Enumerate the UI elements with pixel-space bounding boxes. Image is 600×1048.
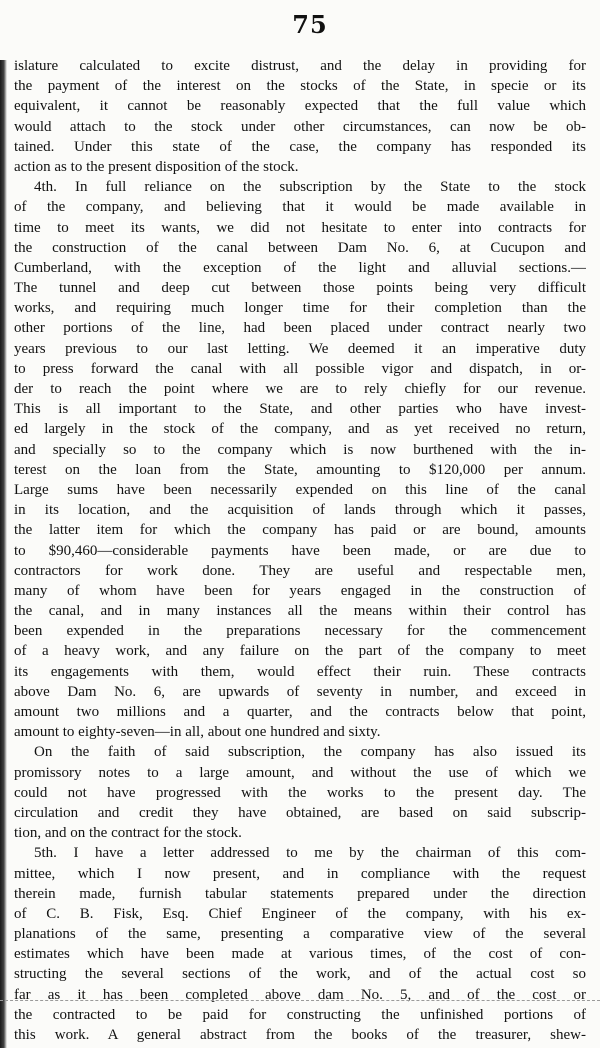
text-line: circulation and credit they have obtained, are based on said subscrip- <box>14 804 586 821</box>
text-line: terest on the loan from the State, amounting to $120,000 per annum. <box>14 461 586 478</box>
text-line: its engagements with them, would effect their ruin. These contracts <box>14 663 586 680</box>
binding-shadow <box>0 60 7 1048</box>
text-line: planations of the same, presenting a comparative view of the several <box>14 926 586 943</box>
text-line: tion, and on the contract for the stock. <box>14 825 242 842</box>
text-line: Large sums have been necessarily expended on this line of the canal <box>14 481 586 498</box>
text-line: contractors for work done. They are useful and respectable men, <box>14 562 586 579</box>
text-line: would attach to the stock under other circumstances, can now be ob- <box>14 118 586 135</box>
text-line: amount to eighty-seven—in all, about one hundred and sixty. <box>14 724 381 741</box>
text-line: tained. Under this state of the case, the company has responded its <box>14 138 586 155</box>
text-line: mittee, which I now present, and in compliance with the request <box>14 865 586 882</box>
text-line: this work. A general abstract from the books of the treasurer, shew- <box>14 1027 586 1043</box>
text-line: 4th. In full reliance on the subscription by the State to the stock <box>34 179 586 196</box>
text-line: to press forward the canal with all possible vigor and dispatch, in or- <box>14 360 586 377</box>
text-line: On the faith of said subscription, the company has also issued its <box>34 744 586 761</box>
text-line: amount two millions and a quarter, and the contracts below that point, <box>14 704 586 720</box>
text-line: action as to the present disposition of the stock. <box>14 158 299 175</box>
text-line: of the company, and believing that it would be made available in <box>14 199 586 216</box>
text-line: the contracted to be paid for constructing the unfinished portions of <box>14 1006 586 1023</box>
text-line: equivalent, it cannot be reasonably expected that the full value which <box>14 98 586 115</box>
text-line: been expended in the preparations necessary for the commencement <box>14 623 586 640</box>
text-line: 5th. I have a letter addressed to me by the chairman of this com- <box>34 845 586 862</box>
text-line: many of whom have been for years engaged in the construction of <box>14 582 586 599</box>
text-line: of C. B. Fisk, Esq. Chief Engineer of the company, with his ex- <box>14 905 586 922</box>
text-line: of a heavy work, and any failure on the part of the company to meet <box>14 643 586 660</box>
text-line: to $90,460—considerable payments have been made, or are due to <box>14 542 586 559</box>
text-line: the construction of the canal between Dam No. 6, at Cucupon and <box>14 239 586 256</box>
text-line: above Dam No. 6, are upwards of seventy in number, and exceed in <box>14 683 586 700</box>
text-line: the payment of the interest on the stocks of the State, in specie or its <box>14 78 586 95</box>
text-line: the canal, and in many instances all the means within their control has <box>14 603 586 620</box>
text-line: Cumberland, with the exception of the light and alluvial sections.— <box>14 259 586 276</box>
text-line: therein made, furnish tabular statements prepared under the direction <box>14 885 586 902</box>
body-text <box>14 56 586 1045</box>
text-line: could not have progressed with the works to the present day. The <box>14 784 586 801</box>
text-line: This is all important to the State, and other parties who have invest- <box>14 401 586 418</box>
text-line: structing the several sections of the work, and of the actual cost so <box>14 966 586 983</box>
page-number: 75 <box>292 10 328 39</box>
text-line: The tunnel and deep cut between those points being very difficult <box>14 280 586 297</box>
text-line: time to meet its wants, we did not hesitate to enter into contracts for <box>14 219 586 236</box>
text-line: far as it has been completed above dam No. 5, and of the cost or <box>14 986 586 1003</box>
text-line: the latter item for which the company has paid or are bound, amounts <box>14 522 586 539</box>
text-line: estimates which have been made at various times, of the cost of con- <box>14 946 586 963</box>
scan-artifact-line <box>0 1000 600 1001</box>
text-line: other portions of the line, had been placed under contract nearly two <box>14 320 586 337</box>
text-line: islature calculated to excite distrust, and the delay in providing for <box>14 58 586 74</box>
text-line: and specially so to the company which is now burthened with the in- <box>14 441 586 458</box>
text-line: promissory notes to a large amount, and without the use of which we <box>14 764 586 781</box>
text-line: ed largely in the stock of the company, and as yet received no return, <box>14 421 586 438</box>
text-line: years previous to our last letting. We deemed it an imperative duty <box>14 340 586 357</box>
text-line: der to reach the point where we are to rely chiefly for our revenue. <box>14 381 586 397</box>
text-line: in its location, and the acquisition of lands through which it passes, <box>14 502 586 519</box>
text-line: works, and requiring much longer time for their completion than the <box>14 300 586 317</box>
